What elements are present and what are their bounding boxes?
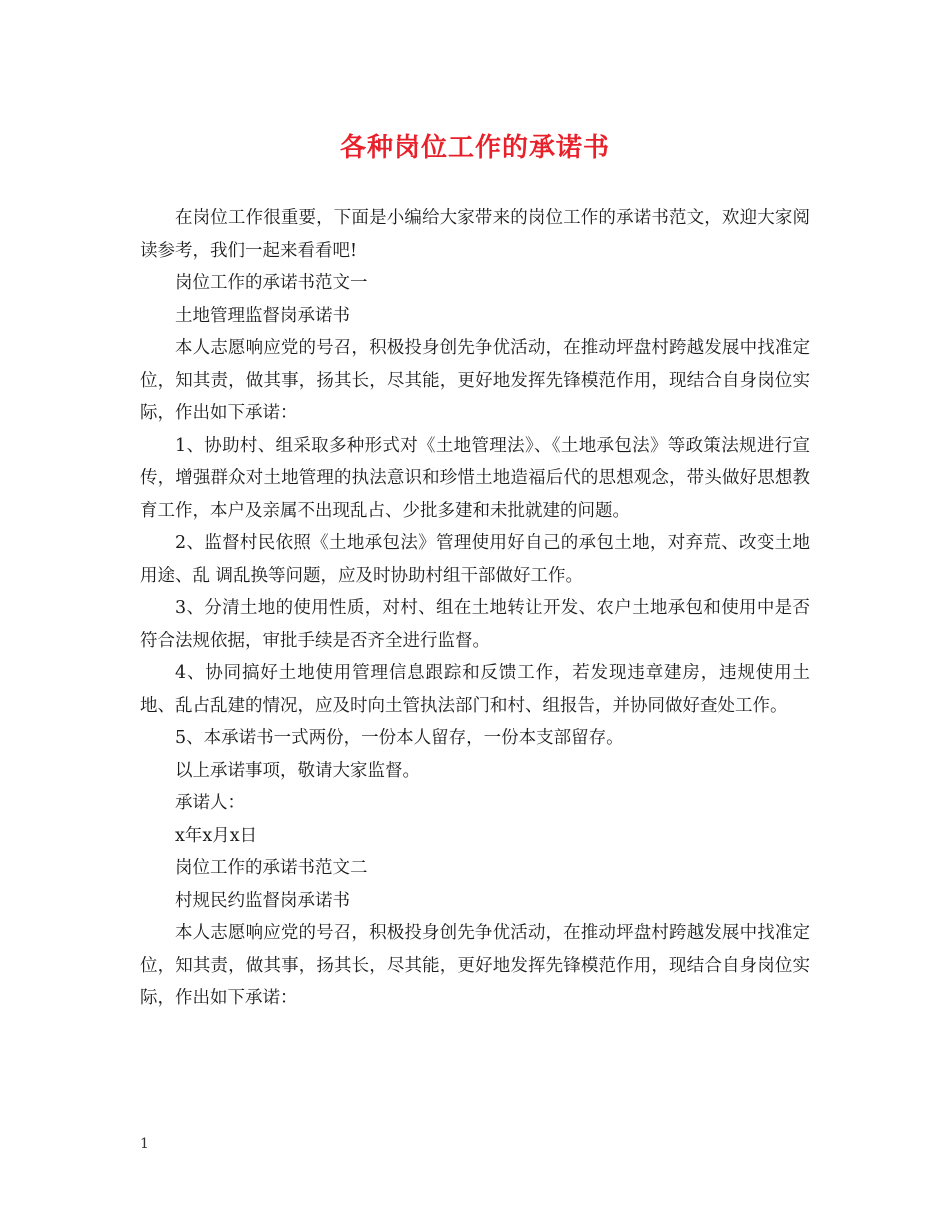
date-line: x年x月x日 xyxy=(175,825,258,846)
pledge-item-1: 1、协助村、组采取多种形式对《土地管理法》、《土地承包法》等政策法规进行宣传，增强群众对土地管理的执法意识和珍惜土地造福后代的思想观念，带头做好思想教育工作，本户及亲属不出现乱占、少批多建和未批就建的问题。 xyxy=(140,435,810,521)
pledge-item-2: 2、监督村民依照《土地承包法》管理使用好自己的承包土地，对弃荒、改变土地用途、乱 调乱换等问题，应及时协助村组干部做好工作。 xyxy=(140,533,810,586)
page-number: 1 xyxy=(140,1136,149,1152)
signatory-label: 承诺人： xyxy=(175,793,245,813)
paragraph-intro: 在岗位工作很重要，下面是小编给大家带来的岗位工作的承诺书范文，欢迎大家阅读参考，我们一起来看看吧! xyxy=(140,208,810,261)
section-heading-sample-one: 岗位工作的承诺书范文一 xyxy=(175,273,368,293)
document-title: 各种岗位工作的承诺书 xyxy=(339,133,610,163)
subheading-land-management: 土地管理监督岗承诺书 xyxy=(175,305,350,326)
section-heading-sample-two: 岗位工作的承诺书范文二 xyxy=(175,858,368,878)
paragraph-pledge-intro-2: 本人志愿响应党的号召，积极投身创先争优活动，在推动坪盘村跨越发展中找准定位，知其责，做其事，扬其长，尽其能，更好地发挥先锋模范作用，现结合自身岗位实际，作出如下承诺： xyxy=(140,923,810,1008)
paragraph-pledge-intro: 本人志愿响应党的号召，积极投身创先争优活动，在推动坪盘村跨越发展中找准定位，知其责，做其事，扬其长，尽其能，更好地发挥先锋模范作用，现结合自身岗位实际，作出如下承诺： xyxy=(140,338,810,423)
document-body xyxy=(140,202,810,1015)
pledge-item-5: 5、本承诺书一式两份，一份本人留存，一份本支部留存。 xyxy=(175,728,624,748)
pledge-item-4: 4、协同搞好土地使用管理信息跟踪和反馈工作，若发现违章建房，违规使用土地、乱占乱建的情况，应及时向土管执法部门和村、组报告，并协同做好查处工作。 xyxy=(140,663,810,716)
paragraph-closing: 以上承诺事项，敬请大家监督。 xyxy=(175,760,420,781)
subheading-village-rules: 村规民约监督岗承诺书 xyxy=(175,890,350,911)
pledge-item-3: 3、分清土地的使用性质，对村、组在土地转让开发、农户土地承包和使用中是否符合法规依据，审批手续是否齐全进行监督。 xyxy=(140,598,810,651)
